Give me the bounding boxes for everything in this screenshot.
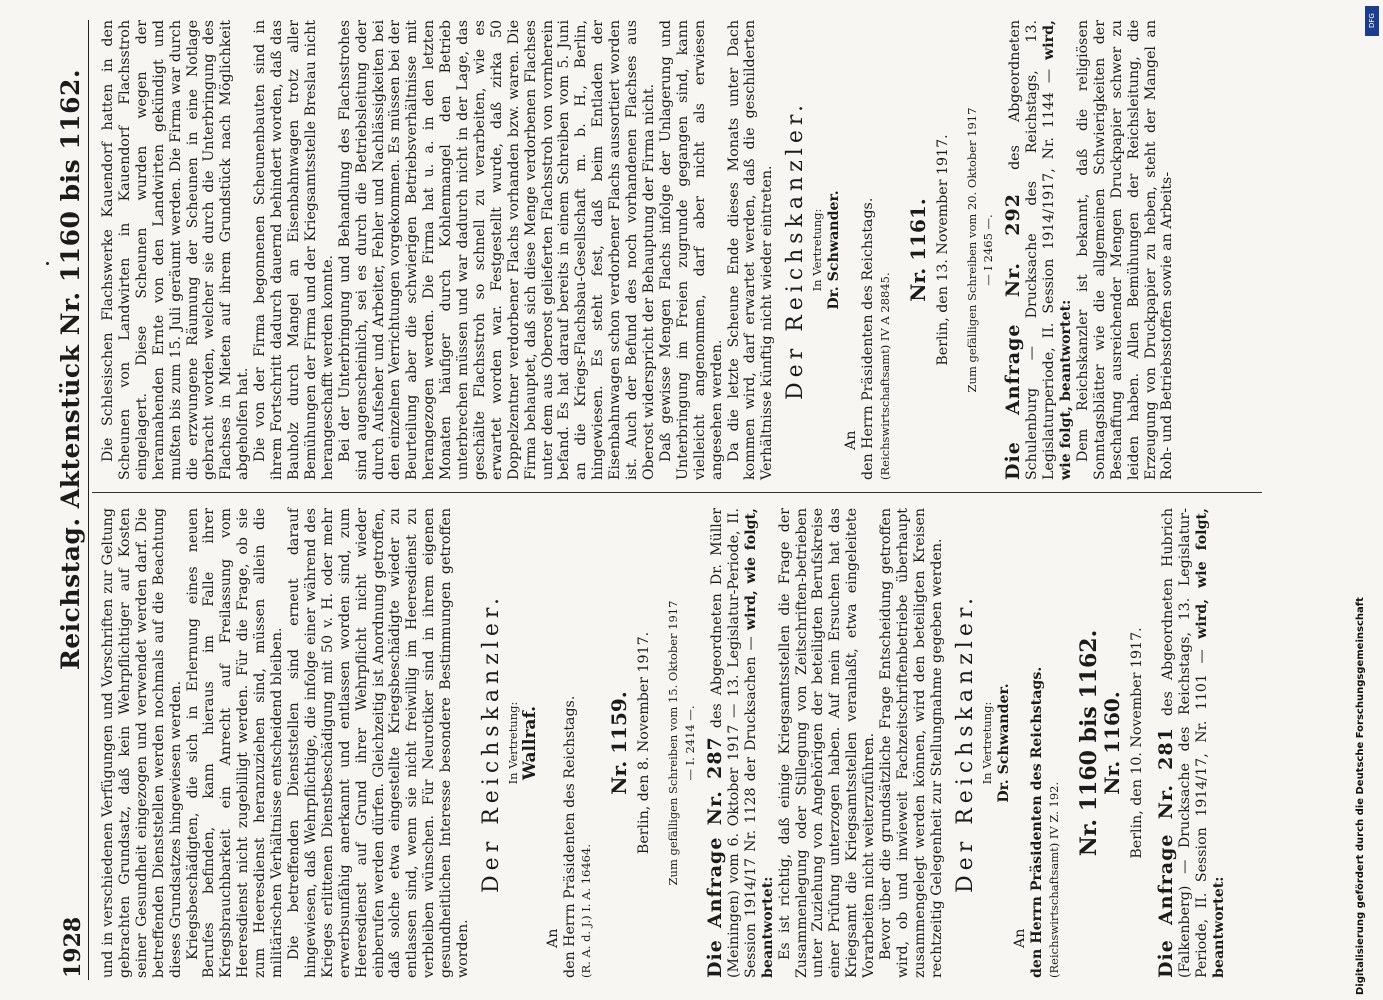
reference: (Reichswirtschaftsamt) IV Z. 192. <box>1047 781 1062 978</box>
anfrage-label: Die Anfrage Nr. 281 <box>1154 727 1177 978</box>
header-rule <box>88 20 89 980</box>
anfrage-text: des Abgeordneten Hubrich (Falkenberg) — Drucksache des Reichstags, 13. Legislatur-Periode, II. Session 1914/17, Nr. 1101 — <box>1159 508 1210 978</box>
column-divider <box>92 492 1262 493</box>
signature-name: Dr. Schwander. <box>826 190 843 310</box>
document-range-heading: Nr. 1160 bis 1162. <box>1076 629 1103 857</box>
anfrage-text: des Abgeordneten Dr. Müller (Meiningen) vom 6. Oktober 1917 — 13. Legislatur-Periode, II. Session 1914/17 Nr. 1128 der Drucksachen — <box>709 507 759 978</box>
signature-vertretung: In Vertretung: <box>505 701 520 785</box>
signature-vertretung: In Vertretung: <box>979 701 994 785</box>
letter-reference: Zum gefälligen Schreiben vom 15. Oktober 1917 <box>666 600 681 886</box>
signature-title: Der Reichskanzler. <box>783 100 809 400</box>
anfrage-answer: wird, wie folgt, beantwortet: <box>742 508 776 978</box>
right-column <box>100 20 1176 480</box>
speck-mark <box>46 262 49 265</box>
addressee-an: An <box>1012 928 1029 948</box>
paragraph: Daß gewisse Mengen Flachs infolge der Unlagerung und Unterbringung im Freien zugrunde gegangen sind, kann vielleicht angenommen, darf aber nicht als erwiesen angesehen werden. <box>657 20 725 480</box>
document-number-1161: Nr. 1161. <box>905 198 930 302</box>
anfrage-label: Die Anfrage Nr. 287 <box>704 736 726 978</box>
addressee-recipient: den Herrn Präsidenten des Reichstags. <box>561 695 578 978</box>
dateline-1159: Berlin, den 8. November 1917. <box>636 631 653 855</box>
signature-vertretung: In Vertretung: <box>810 208 825 292</box>
paragraph: Dem Reichskanzler ist bekannt, daß die religiösen Sonntagsblätter wie die allgemeinen Schwierigkeiten der Beschaffung ausreichender Mengen Druckpapier schwer zu leiden haben. Allen Bemühungen der Reichsleitung, die Erzeugung von Druckpapier zu heben, steht der Mangel an Roh- und Betriebsstoffen sowie an Arbeits- <box>1074 20 1176 480</box>
page-number: 1928 <box>60 916 86 978</box>
running-title: Reichstag. Aktenstück Nr. 1160 bis 1162. <box>56 68 85 670</box>
reference: (R. A. d. J.) I. A. 16464. <box>579 844 594 978</box>
signature-name: Wallraf. <box>519 705 540 781</box>
addressee-an: An <box>544 928 561 948</box>
dfg-logo: DFG <box>1365 6 1379 36</box>
anfrage-text: des Abgeordneten Schulenburg — Drucksache des Reichstags, 13. Legislaturperiode, II. Session 1914/1917, Nr. 1144 — <box>1007 20 1058 480</box>
anfrage-answer: wird, wie folgt, beantwortet: <box>1193 508 1227 978</box>
anfrage-answer: wird, wie folgt, beantwortet: <box>1041 20 1075 480</box>
signature-title: Der Reichskanzler. <box>478 593 504 893</box>
paragraph: Die von der Firma begonnenen Scheunenbauten sind in ihrem Fortschritt dadurch dauernd behindert worden, daß das Bauholz durch Mangel an Eisenbahnwagen trotz aller Bemühungen der Firma und der Kriegsamtsstelle Breslau nicht herangeschafft werden konnte. <box>252 20 336 480</box>
paragraph: Da die letzte Scheune Ende dieses Monats unter Dach kommen wird, darf erwartet werden, daß die geschilderten Verhältnisse künftig nicht wieder eintreten. <box>725 20 776 480</box>
letter-reference: Zum gefälligen Schreiben vom 20. Oktober 1917 <box>964 107 979 393</box>
digitization-credit: Digitalisierung gefördert durch die Deutsche Forschungsgemeinschaft <box>1355 597 1366 995</box>
document-number-1159: Nr. 1159. <box>607 691 632 795</box>
left-column <box>100 508 1227 978</box>
paragraph: und in verschiedenen Verfügungen und Vorschriften zur Geltung gebrachten Grundsatz, daß kein Wehrpflichtiger auf Kosten seiner Gesundheit eingezogen und verwendet werden darf. Die betreffenden Dienststellen werden nochmals auf die Beachtung dieses Grundsatzes hingewiesen werden. <box>100 508 184 978</box>
signature-name: Dr. Schwander. <box>995 683 1012 803</box>
document-number-1160: Nr. 1160. <box>1100 691 1125 795</box>
paragraph: Kriegsbeschädigten, die sich in Erlernung eines neuen Berufes befinden, kann hieraus im Falle ihrer Kriegsbrauchbarkeit ein Anrecht auf Freilassung vom Heeresdienst nicht zugebilligt werden. Für die Frage, ob sie zum Heeresdienst heranzuziehen sind, müssen allein die militärischen Verhältnisse entscheidend bleiben. <box>184 508 286 978</box>
paragraph: Es ist richtig, daß einige Kriegsamtsstellen die Frage der Zusammenlegung oder Stillegung von Zeitschriften-betrieben unter Zuziehung von Angehörigen der beteiligten Berufskreise einer Prüfung unterzogen haben. Auf mein Ersuchen hat das Kriegsamt die Kriegsamtsstellen veranlaßt, etwa eingeleitete Vorarbeiten nicht weiterzuführen. <box>776 508 878 978</box>
addressee-recipient: den Herrn Präsidenten des Reichstags. <box>859 197 876 480</box>
paragraph: Die betreffenden Dienststellen sind erneut darauf hingewiesen, daß Wehrpflichtige, die infolge einer während des Krieges erlittenen Dienstbeschädigung mit 50 v. H. oder mehr erwerbsunfähig anerkannt und entlassen worden sind, zum Heeresdienst auf Grund ihrer Wehrpflicht nicht wieder einberufen werden dürfen. Gleichzeitig ist Anordnung getroffen, daß solche etwa eingestellte Kriegsbeschädigte wieder zu entlassen sind, wenn sie nicht freiwillig im Heeresdienst zu verbleiben wünschen. Für Neurotiker sind in ihrem eigenen gesundheitlichen Interesse besondere Bestimmungen getroffen worden. <box>285 508 472 978</box>
signature-title: Der Reichskanzler. <box>952 593 978 893</box>
letter-code: — I 2465 —. <box>981 214 996 286</box>
paragraph: Bevor über die grundsätzliche Frage Entscheidung getroffen wird, ob und inwieweit Fachzeitschriftenbetriebe überhaupt zusammengelegt werden können, wird den beteiligten Kreisen rechtzeitig Gelegenheit zur Stellungnahme gegeben werden. <box>878 508 945 978</box>
dateline-1161: Berlin, den 13. November 1917. <box>934 134 951 366</box>
paragraph: Die Schlesischen Flachswerke Kauendorf hatten in den Scheunen von Landwirten in Kauendorf Flachsstroh eingelagert. Diese Scheunen wurden wegen der herannahenden Ernte von den Landwirten gekündigt und mußten bis zum 15. Juli geräumt werden. Die Firma war durch die erzwungene Räumung der Scheunen in eine Notlage gebracht worden, welcher sie durch die Unterbringung des Flachses in Mieten auf ihrem Grundstück nach Möglichkeit abgeholfen hat. <box>100 20 252 480</box>
addressee-recipient: den Herrn Präsidenten des Reichstags. <box>1029 666 1046 978</box>
paragraph: Bei der Unterbringung und Behandlung des Flachsstrohes sind augenscheinlich, sei es durch die Betriebsleitung oder durch Aufseher und Arbeiter, Fehler und Nachlässigkeiten bei den einzelnen Verrichtungen vorgekommen. Es müssen bei der Beurteilung aber die schwierigen Betriebsverhältnisse mit herangezogen werden. Die Firma hat u. a. in den letzten Monaten häufiger durch Kohlenmangel den Betrieb unterbrechen müssen und war dadurch nicht in der Lage, das geschälte Flachsstroh so schnell zu verarbeiten, wie es erwartet worden war. Festgestellt wurde, daß zirka 50 Doppelzentner verdorbener Flachs vorhanden bzw. waren. Die Firma behauptet, daß sich diese Menge verdorbenen Flachses unter dem aus Oberost gelieferten Flachsstroh von vornherein befand. Es hat darauf bereits in einem Schreiben vom 5. Juni an die Kriegs-Flachsbau-Gesellschaft m. b. H., Berlin, hingewiesen. Es steht fest, daß beim Entladen der Eisenbahnwagen schon verdorbener Flachs aussortiert worden ist. Auch der Befund des noch vorhandenen Flachses aus Oberost widerspricht der Behauptung der Firma nicht. <box>336 20 657 480</box>
anfrage-label: Die Anfrage Nr. 292 <box>1002 193 1025 480</box>
dateline-1160: Berlin, den 10. November 1917. <box>1128 627 1145 859</box>
addressee-an: An <box>842 430 859 450</box>
letter-code: — I. 2414 —. <box>683 705 698 781</box>
reference: (Reichswirtschaftsamt) IV A 28845. <box>877 272 892 480</box>
